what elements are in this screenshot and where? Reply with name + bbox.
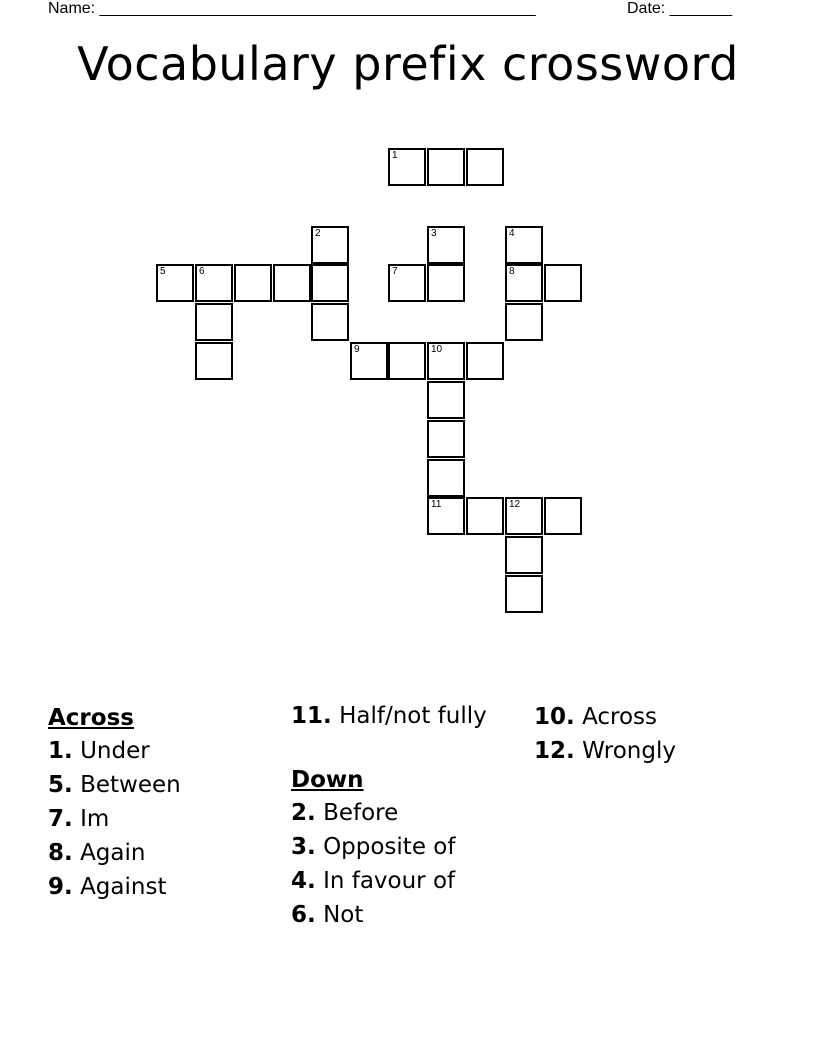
clue-number: 12 <box>509 499 521 510</box>
clue-number: 6 <box>199 266 205 277</box>
grid-cell[interactable] <box>427 226 465 264</box>
clue-down-2 <box>291 799 511 833</box>
grid-cell[interactable] <box>544 497 582 535</box>
clue-number: 9. <box>48 874 73 900</box>
clue-number: 9 <box>354 344 360 355</box>
clue-across-1 <box>48 737 268 771</box>
date-field-label: Date: _______ <box>627 0 732 17</box>
grid-cell[interactable] <box>466 342 504 380</box>
clue-across-11 <box>291 703 511 765</box>
grid-cell[interactable] <box>388 342 426 380</box>
clue-text: Across <box>582 704 658 730</box>
clue-across-5 <box>48 771 268 805</box>
clue-text: Half/not fully <box>339 703 487 729</box>
clue-number: 1. <box>48 738 73 764</box>
clue-across-9 <box>48 873 268 907</box>
grid-cell[interactable] <box>466 148 504 186</box>
grid-cell[interactable] <box>544 264 582 302</box>
clue-number: 10 <box>431 344 443 355</box>
clue-number: 5. <box>48 772 73 798</box>
clues-column-1 <box>48 703 268 907</box>
clue-text: Before <box>323 800 399 826</box>
grid-cell[interactable] <box>195 303 233 341</box>
clue-number: 11 <box>431 499 442 510</box>
grid-cell[interactable] <box>311 303 349 341</box>
grid-cell[interactable] <box>505 226 543 264</box>
grid-cell[interactable] <box>195 264 233 302</box>
grid-cell[interactable] <box>427 497 465 535</box>
grid-cell[interactable] <box>427 420 465 458</box>
clue-number: 4 <box>509 228 515 239</box>
clue-number: 6. <box>291 902 316 928</box>
grid-cell[interactable] <box>505 536 543 574</box>
clue-number: 8 <box>509 266 515 277</box>
clue-number: 2. <box>291 800 316 826</box>
grid-cell[interactable] <box>427 264 465 302</box>
clue-number: 10. <box>534 704 575 730</box>
clue-text: Between <box>80 772 181 798</box>
grid-cell[interactable] <box>311 226 349 264</box>
clue-number: 7. <box>48 806 73 832</box>
clue-text: Wrongly <box>582 738 676 764</box>
grid-cell[interactable] <box>156 264 194 302</box>
clue-number: 3 <box>431 228 437 239</box>
grid-cell[interactable] <box>427 459 465 497</box>
clue-text: Im <box>80 806 110 832</box>
grid-cell[interactable] <box>273 264 311 302</box>
clue-text: Not <box>323 902 364 928</box>
grid-cell[interactable] <box>388 148 426 186</box>
clue-down-12 <box>534 737 774 771</box>
grid-cell[interactable] <box>234 264 272 302</box>
grid-cell[interactable] <box>388 264 426 302</box>
clue-text: Opposite of <box>323 834 456 860</box>
clue-text: Against <box>80 874 167 900</box>
clue-text: In favour of <box>323 868 456 894</box>
grid-cell[interactable] <box>427 381 465 419</box>
clue-number: 4. <box>291 868 316 894</box>
clue-number: 2 <box>315 228 321 239</box>
clue-across-7 <box>48 805 268 839</box>
clue-text: Again <box>80 840 146 866</box>
down-heading: Down <box>291 767 364 793</box>
grid-cell[interactable] <box>505 303 543 341</box>
name-field-label: Name: _________________________________________________ <box>48 0 536 17</box>
clue-down-10 <box>534 703 774 737</box>
grid-cell[interactable] <box>505 264 543 302</box>
grid-cell[interactable] <box>427 342 465 380</box>
grid-cell[interactable] <box>427 148 465 186</box>
clue-down-4 <box>291 867 511 901</box>
grid-cell[interactable] <box>350 342 388 380</box>
clue-number: 11. <box>291 703 332 729</box>
grid-cell[interactable] <box>466 497 504 535</box>
clue-number: 5 <box>160 266 166 277</box>
clue-number: 3. <box>291 834 316 860</box>
clue-down-6 <box>291 901 511 935</box>
across-heading: Across <box>48 705 134 731</box>
clues-column-2 <box>291 703 511 935</box>
clue-number: 12. <box>534 738 575 764</box>
clue-down-3 <box>291 833 511 867</box>
clue-across-8 <box>48 839 268 873</box>
grid-cell[interactable] <box>505 575 543 613</box>
clue-text: Under <box>80 738 150 764</box>
grid-cell[interactable] <box>311 264 349 302</box>
grid-cell[interactable] <box>505 497 543 535</box>
clue-number: 8. <box>48 840 73 866</box>
grid-cell[interactable] <box>195 342 233 380</box>
page-title: Vocabulary prefix crossword <box>77 37 739 91</box>
clue-number: 1 <box>392 150 398 161</box>
clues-column-3 <box>534 703 774 771</box>
clue-number: 7 <box>392 266 398 277</box>
